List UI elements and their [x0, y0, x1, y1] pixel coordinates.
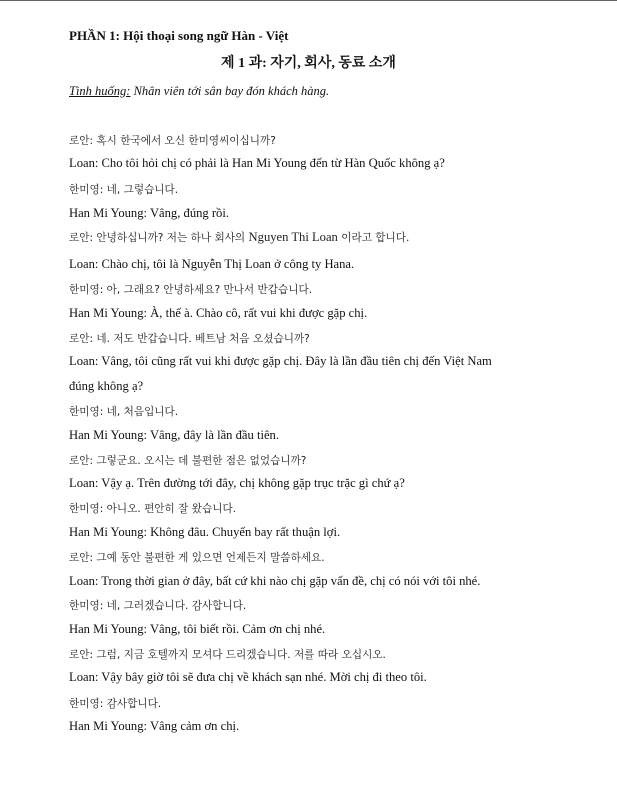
dialogue-line-vi: Loan: Trong thời gian ở đây, bất cứ khi nào chị gặp vấn đề, chị có nói với tôi nhé. [69, 574, 481, 588]
dialogue-line-ko: 한미영: 아니오. 편안히 잘 왔습니다. [69, 503, 237, 515]
dialogue-line-ko: 로안: 네. 저도 반갑습니다. 베트남 처음 오셨습니까? [69, 333, 310, 345]
dialogue-line-vi: Han Mi Young: Không đâu. Chuyến bay rất thuận lợi. [69, 525, 341, 539]
dialogue-line-ko: 한미영: 아, 그래요? 안녕하세요? 만나서 반갑습니다. [69, 284, 313, 296]
person-name: Nguyen Thi Loan [248, 230, 338, 244]
dialogue-line-vi: đúng không ạ? [69, 379, 144, 393]
line-part: 로안: 안녕하십니까? 저는 하나 회사의 [69, 232, 249, 244]
dialogue-line-ko: 로안: 그렇군요. 오시는 데 불편한 점은 없었습니까? [69, 455, 307, 467]
dialogue-line-ko: 한미영: 네, 그렇습니다. [69, 184, 179, 196]
dialogue-line-ko: 로안: 그럼, 지금 호텔까지 모셔다 드리겠습니다. 저를 따라 오십시오. [69, 649, 386, 661]
situation-text: Nhân viên tới sân bay đón khách hàng. [130, 84, 330, 98]
line-part: 이라고 합니다. [337, 232, 410, 244]
dialogue-line-ko [69, 230, 599, 245]
dialogue-line-vi: Loan: Vâng, tôi cũng rất vui khi được gặp chị. Đây là lần đầu tiên chị đến Việt Nam [69, 354, 492, 368]
dialogue-line-ko: 한미영: 네, 처음입니다. [69, 406, 179, 418]
dialogue-line-vi: Loan: Cho tôi hỏi chị có phải là Han Mi Young đến từ Hàn Quốc không ạ? [69, 156, 445, 170]
situation-line [69, 84, 329, 99]
dialogue-line-vi: Han Mi Young: Vâng cảm ơn chị. [69, 719, 240, 733]
lesson-title: 제 1 과: 자기, 회사, 동료 소개 [221, 56, 396, 71]
dialogue-line-vi: Han Mi Young: À, thế à. Chào cô, rất vui khi được gặp chị. [69, 306, 368, 320]
dialogue-line-ko: 로안: 혹시 한국에서 오신 한미영씨이십니까? [69, 135, 276, 147]
dialogue-line-vi: Han Mi Young: Vâng, đây là lần đầu tiên. [69, 428, 279, 442]
dialogue-line-vi: Loan: Vậy bây giờ tôi sẽ đưa chị về khách sạn nhé. Mời chị đi theo tôi. [69, 670, 427, 684]
situation-label: Tình huống: [69, 84, 131, 98]
dialogue-line-vi: Loan: Chào chị, tôi là Nguyễn Thị Loan ở công ty Hana. [69, 257, 355, 271]
dialogue-line-ko: 로안: 그예 동안 불편한 게 있으면 언제든지 말씀하세요. [69, 552, 325, 564]
part-heading: PHẦN 1: Hội thoại song ngữ Hàn - Việt [69, 28, 289, 43]
dialogue-line-ko: 한미영: 네, 그러겠습니다. 감사합니다. [69, 600, 247, 612]
dialogue-line-ko: 한미영: 감사합니다. [69, 698, 162, 710]
dialogue-line-vi: Han Mi Young: Vâng, đúng rồi. [69, 206, 229, 220]
dialogue-line-vi: Loan: Vậy ạ. Trên đường tới đây, chị không gặp trục trặc gì chứ ạ? [69, 476, 405, 490]
dialogue-line-vi: Han Mi Young: Vâng, tôi biết rồi. Cảm ơn chị nhé. [69, 622, 326, 636]
